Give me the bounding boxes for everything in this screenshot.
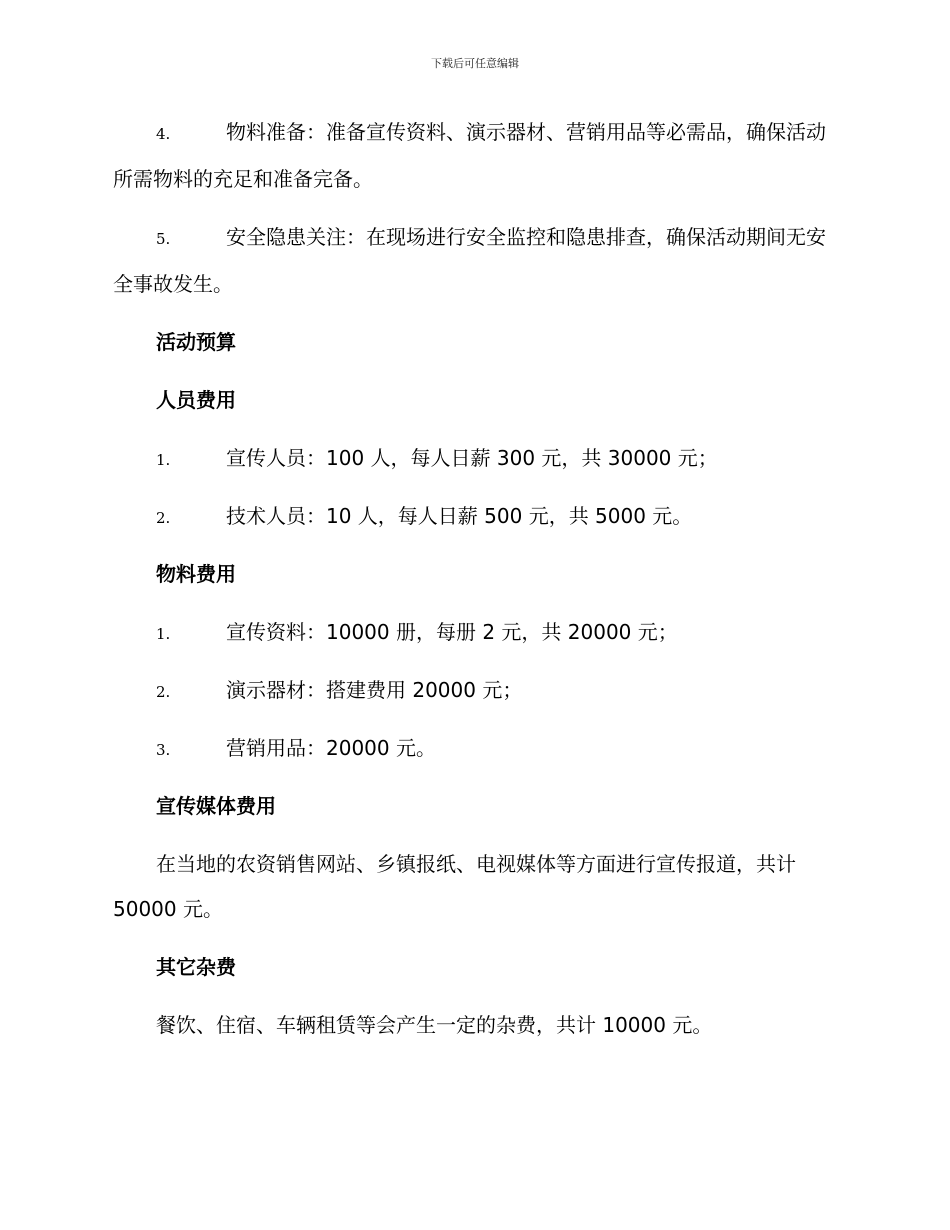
list-number: 1.: [156, 625, 171, 643]
list-item-publicity-staff: [113, 436, 835, 481]
section-heading-personnel: 人员费用: [156, 388, 236, 412]
list-number: 4.: [156, 125, 171, 143]
list-text: 技术人员：10 人，每人日薪 500 元，共 5000 元。: [226, 504, 693, 528]
page-header-note: 下载后可任意编辑: [431, 57, 519, 70]
section-heading-budget: 活动预算: [156, 330, 236, 354]
list-text: 宣传资料：10000 册，每册 2 元，共 20000 元；: [226, 620, 678, 644]
list-text: 演示器材：搭建费用 20000 元；: [226, 678, 523, 702]
section-heading-materials: 物料费用: [156, 562, 236, 586]
list-item-materials-prep: [113, 110, 835, 202]
list-item-publicity-material: [113, 610, 835, 655]
list-text: 宣传人员：100 人，每人日薪 300 元，共 30000 元；: [226, 446, 718, 470]
section-heading-misc: 其它杂费: [156, 955, 236, 979]
paragraph-misc: 餐饮、住宿、车辆租赁等会产生一定的杂费，共计 10000 元。: [156, 1013, 713, 1037]
list-item-safety: [113, 215, 835, 307]
list-number: 5.: [156, 230, 171, 248]
list-number: 2.: [156, 683, 171, 701]
list-item-demo-equipment: [113, 668, 835, 713]
list-number: 1.: [156, 451, 171, 469]
paragraph-media: 在当地的农资销售网站、乡镇报纸、电视媒体等方面进行宣传报道，共计 50000 元。: [113, 852, 796, 921]
document-body: [113, 110, 835, 1061]
list-text: 安全隐患关注：在现场进行安全监控和隐患排查，确保活动期间无安全事故发生。: [113, 225, 826, 296]
section-heading-media: 宣传媒体费用: [156, 794, 276, 818]
list-item-tech-staff: [113, 494, 835, 539]
list-text: 物料准备：准备宣传资料、演示器材、营销用品等必需品，确保活动所需物料的充足和准备完备。: [113, 120, 826, 191]
list-number: 3.: [156, 741, 171, 759]
list-text: 营销用品：20000 元。: [226, 736, 436, 760]
list-item-marketing-supplies: [113, 726, 835, 771]
list-number: 2.: [156, 509, 171, 527]
